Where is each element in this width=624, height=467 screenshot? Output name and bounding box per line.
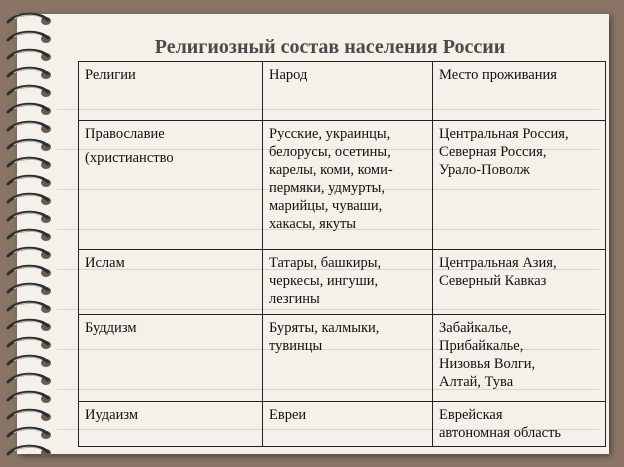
places-line: Северная Россия, xyxy=(439,144,547,160)
table-row xyxy=(79,250,606,315)
peoples-line: Русские, украинцы, xyxy=(269,126,391,142)
spiral-coil-icon xyxy=(4,388,64,406)
spiral-coil-icon xyxy=(4,244,64,262)
places-cell xyxy=(433,402,606,447)
places-line: Прибайкалье, xyxy=(439,338,524,354)
table-row xyxy=(79,315,606,402)
spiral-coil-icon xyxy=(4,64,64,82)
spiral-coil-icon xyxy=(4,442,64,460)
peoples-line: Евреи xyxy=(269,407,307,423)
religion-note: (христианство xyxy=(85,150,174,166)
spiral-coil-icon xyxy=(4,316,64,334)
places-line: Забайкалье, xyxy=(439,320,512,336)
table-row xyxy=(79,402,606,447)
peoples-line: хакасы, якуты xyxy=(269,216,357,232)
spiral-coil-icon xyxy=(4,190,64,208)
spiral-coil-icon xyxy=(4,82,64,100)
spiral-coil-icon xyxy=(4,226,64,244)
religion-name: Ислам xyxy=(85,255,125,271)
spiral-coil-icon xyxy=(4,28,64,46)
header-location: Место проживания xyxy=(433,62,606,121)
peoples-line: Буряты, калмыки, xyxy=(269,320,380,336)
religion-name: Буддизм xyxy=(85,320,137,336)
places-line: Северный Кавказ xyxy=(439,273,547,289)
places-cell xyxy=(433,121,606,250)
peoples-line: карелы, коми, коми- xyxy=(269,162,393,178)
peoples-cell xyxy=(263,402,433,447)
religion-name: Иудаизм xyxy=(85,407,139,423)
spiral-coil-icon xyxy=(4,172,64,190)
places-line: Центральная Россия, xyxy=(439,126,569,142)
spiral-binding xyxy=(4,10,64,460)
spiral-coil-icon xyxy=(4,298,64,316)
spiral-coil-icon xyxy=(4,262,64,280)
spiral-coil-icon xyxy=(4,10,64,28)
peoples-line: белорусы, осетины, xyxy=(269,144,391,160)
peoples-line: тувинцы xyxy=(269,338,323,354)
religion-cell xyxy=(79,121,263,250)
places-line: Центральная Азия, xyxy=(439,255,557,271)
places-line: Урало-Поволж xyxy=(439,162,530,178)
religion-cell xyxy=(79,315,263,402)
spiral-coil-icon xyxy=(4,424,64,442)
spiral-coil-icon xyxy=(4,406,64,424)
table-row xyxy=(79,121,606,250)
peoples-line: лезгины xyxy=(269,291,320,307)
spiral-coil-icon xyxy=(4,136,64,154)
places-line: Низовья Волги, xyxy=(439,356,536,372)
peoples-cell xyxy=(263,250,433,315)
spiral-coil-icon xyxy=(4,370,64,388)
spiral-coil-icon xyxy=(4,280,64,298)
spiral-coil-icon xyxy=(4,334,64,352)
peoples-line: марийцы, чуваши, xyxy=(269,198,383,214)
peoples-line: пермяки, удмурты, xyxy=(269,180,386,196)
spiral-coil-icon xyxy=(4,352,64,370)
peoples-line: черкесы, ингуши, xyxy=(269,273,379,289)
places-cell xyxy=(433,315,606,402)
places-line: Алтай, Тува xyxy=(439,374,514,390)
religion-cell xyxy=(79,402,263,447)
page-title: Религиозный состав населения России xyxy=(154,36,506,58)
peoples-line: Татары, башкиры, xyxy=(269,255,382,271)
places-line: автономная область xyxy=(439,425,562,441)
places-line: Еврейская xyxy=(439,407,503,423)
spiral-coil-icon xyxy=(4,208,64,226)
header-religions: Религии xyxy=(79,62,263,121)
spiral-coil-icon xyxy=(4,154,64,172)
religion-table xyxy=(78,61,606,447)
spiral-coil-icon xyxy=(4,100,64,118)
spiral-coil-icon xyxy=(4,46,64,64)
religion-cell xyxy=(79,250,263,315)
table-header-row xyxy=(79,62,606,121)
peoples-cell xyxy=(263,121,433,250)
religion-name: Православие xyxy=(85,126,165,142)
peoples-cell xyxy=(263,315,433,402)
header-people: Народ xyxy=(263,62,433,121)
spiral-coil-icon xyxy=(4,118,64,136)
places-cell xyxy=(433,250,606,315)
